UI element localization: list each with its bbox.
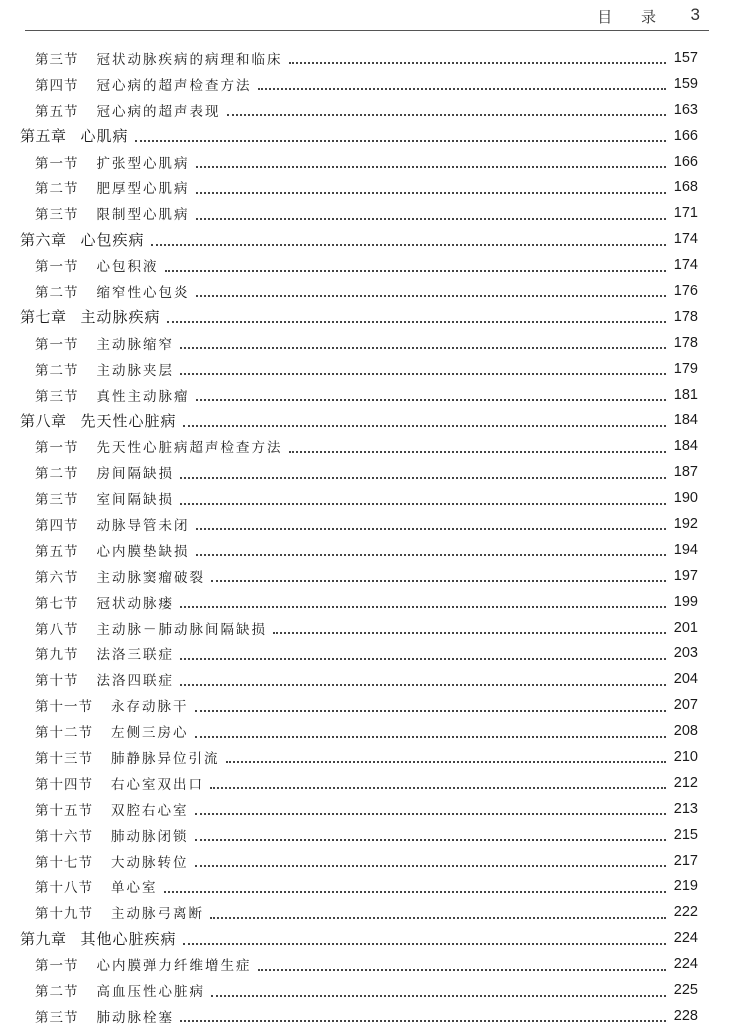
toc-section-entry[interactable] [0, 977, 730, 1003]
section-title: 肺动脉栓塞 [96, 1009, 174, 1026]
dot-leader [196, 398, 667, 401]
dot-leader [226, 760, 667, 763]
page-number: 217 [673, 852, 698, 869]
toc-section-entry[interactable] [0, 356, 730, 382]
page-number: 168 [673, 179, 698, 196]
dot-leader [289, 450, 667, 453]
toc-section-entry[interactable] [0, 899, 730, 925]
toc-section-entry[interactable] [0, 252, 730, 278]
toc-section-entry[interactable] [0, 563, 730, 589]
dot-leader [165, 269, 667, 272]
section-title: 缩窄性心包炎 [96, 284, 190, 301]
header-title: 目 录 [597, 8, 668, 26]
section-number: 第十九节 [35, 906, 93, 923]
section-number: 第十三节 [35, 750, 93, 767]
chapter-number: 第八章 [20, 411, 67, 430]
page-number: 179 [673, 360, 698, 377]
dot-leader [196, 217, 667, 220]
page-number: 174 [673, 231, 698, 248]
page-number: 215 [673, 826, 698, 843]
page-number: 224 [673, 956, 698, 973]
section-title: 冠心病的超声检查方法 [96, 77, 252, 94]
page-number: 184 [673, 438, 698, 455]
dot-leader [135, 139, 666, 142]
toc-section-entry[interactable] [0, 718, 730, 744]
dot-leader [196, 191, 667, 194]
section-title: 冠状动脉疾病的病理和临床 [96, 51, 283, 68]
page-number: 174 [673, 257, 698, 274]
dot-leader [196, 294, 667, 297]
dot-leader [180, 1019, 666, 1022]
section-number: 第十二节 [35, 725, 93, 742]
toc-section-entry[interactable] [0, 848, 730, 874]
toc-section-entry[interactable] [0, 433, 730, 459]
chapter-number: 第五章 [20, 127, 67, 146]
toc-section-entry[interactable] [0, 822, 730, 848]
page-number: 197 [673, 567, 698, 584]
section-title: 永存动脉干 [111, 699, 189, 716]
toc-section-entry[interactable] [0, 951, 730, 977]
toc-section-entry[interactable] [0, 149, 730, 175]
section-number: 第四节 [35, 517, 79, 534]
chapter-number: 第九章 [20, 929, 67, 948]
page-number: 208 [673, 723, 698, 740]
page-number: 178 [673, 334, 698, 351]
section-title: 冠状动脉瘘 [96, 595, 174, 612]
section-number: 第十节 [35, 673, 79, 690]
section-title: 心内膜垫缺损 [96, 543, 190, 560]
dot-leader [195, 735, 667, 738]
section-number: 第三节 [35, 492, 79, 509]
page-number: 207 [673, 697, 698, 714]
toc-chapter-entry[interactable] [0, 407, 730, 433]
section-title: 右心室双出口 [111, 776, 204, 793]
page-number: 171 [673, 205, 698, 222]
section-number: 第三节 [35, 207, 79, 224]
page-number: 159 [673, 75, 698, 92]
toc-section-entry[interactable] [0, 1003, 730, 1029]
section-number: 第二节 [35, 466, 79, 483]
section-number: 第三节 [35, 51, 79, 68]
page-number: 222 [673, 904, 698, 921]
section-number: 第十七节 [35, 854, 93, 871]
section-number: 第三节 [35, 1009, 79, 1026]
page-number: 224 [673, 930, 698, 947]
toc-section-entry[interactable] [0, 278, 730, 304]
page-number: 228 [673, 1007, 698, 1024]
section-title: 主动脉弓离断 [111, 906, 204, 923]
page-number: 210 [673, 748, 698, 765]
dot-leader [195, 864, 667, 867]
section-title: 法洛四联症 [96, 673, 174, 690]
toc-chapter-entry[interactable] [0, 123, 730, 149]
toc-section-entry[interactable] [0, 640, 730, 666]
toc-section-entry[interactable] [0, 692, 730, 718]
section-title: 动脉导管未闭 [96, 517, 190, 534]
section-number: 第二节 [35, 181, 79, 198]
section-title: 主动脉缩窄 [96, 336, 174, 353]
dot-leader [183, 942, 666, 945]
page-number: 187 [673, 464, 698, 481]
toc-section-entry[interactable] [0, 744, 730, 770]
page-header [0, 0, 730, 32]
section-number: 第五节 [35, 103, 79, 120]
section-number: 第二节 [35, 362, 79, 379]
toc-section-entry[interactable] [0, 511, 730, 537]
dot-leader [183, 424, 666, 427]
chapter-title: 其他心脏疾病 [80, 929, 177, 948]
page-number: 219 [673, 878, 698, 895]
page-number: 204 [673, 671, 698, 688]
page-number: 201 [673, 619, 698, 636]
section-number: 第七节 [35, 595, 79, 612]
toc-section-entry[interactable] [0, 174, 730, 200]
toc-chapter-entry[interactable] [0, 226, 730, 252]
toc-section-entry[interactable] [0, 200, 730, 226]
section-title: 大动脉转位 [111, 854, 189, 871]
page-number: 166 [673, 153, 698, 170]
chapter-number: 第六章 [20, 230, 67, 249]
section-number: 第二节 [35, 284, 79, 301]
dot-leader [227, 113, 667, 116]
section-number: 第十四节 [35, 776, 93, 793]
toc-section-entry[interactable] [0, 589, 730, 615]
dot-leader [196, 553, 667, 556]
dot-leader [180, 346, 666, 349]
dot-leader [195, 838, 667, 841]
section-number: 第一节 [35, 958, 79, 975]
dot-leader [180, 657, 666, 660]
toc-section-entry[interactable] [0, 71, 730, 97]
section-title: 主动脉窦瘤破裂 [96, 569, 205, 586]
dot-leader [210, 786, 666, 789]
toc-section-entry[interactable] [0, 45, 730, 71]
section-number: 第十五节 [35, 802, 93, 819]
section-title: 双腔右心室 [111, 802, 189, 819]
page-number: 225 [673, 982, 698, 998]
section-title: 左侧三房心 [111, 725, 189, 742]
dot-leader [258, 87, 667, 90]
page-number: 157 [673, 49, 698, 66]
section-number: 第十一节 [35, 699, 93, 716]
toc-section-entry[interactable] [0, 485, 730, 511]
dot-leader [210, 916, 666, 919]
section-number: 第三节 [35, 388, 79, 405]
page-number: 163 [673, 101, 698, 118]
dot-leader [196, 165, 667, 168]
section-number: 第八节 [35, 621, 79, 638]
section-number: 第四节 [35, 77, 79, 94]
toc-section-entry[interactable] [0, 459, 730, 485]
dot-leader [289, 61, 667, 64]
dot-leader [164, 890, 667, 893]
page-number: 181 [673, 386, 698, 403]
toc-section-entry[interactable] [0, 97, 730, 123]
section-number: 第一节 [35, 259, 79, 276]
dot-leader [258, 968, 667, 971]
section-title: 先天性心脏病超声检查方法 [96, 440, 283, 457]
dot-leader [180, 605, 666, 608]
dot-leader [180, 683, 666, 686]
toc-chapter-entry[interactable] [0, 304, 730, 330]
section-title: 主动脉夹层 [96, 362, 174, 379]
page-number: 212 [673, 774, 698, 791]
section-number: 第一节 [35, 440, 79, 457]
toc-section-entry[interactable] [0, 874, 730, 900]
toc-section-entry[interactable] [0, 770, 730, 796]
page-number: 213 [673, 800, 698, 817]
page-number: 192 [673, 515, 698, 532]
dot-leader [211, 994, 666, 997]
chapter-title: 先天性心脏病 [80, 411, 177, 430]
section-title: 心包积液 [96, 259, 159, 276]
section-number: 第十六节 [35, 828, 93, 845]
page-number: 190 [673, 490, 698, 507]
dot-leader [180, 476, 666, 479]
dot-leader [151, 243, 666, 246]
chapter-number: 第七章 [20, 308, 67, 327]
header-page-number: 3 [690, 5, 700, 24]
page-number: 203 [673, 645, 698, 662]
dot-leader [195, 812, 667, 815]
section-title: 肺静脉异位引流 [111, 750, 220, 767]
section-title: 扩张型心肌病 [96, 155, 190, 172]
section-title: 单心室 [111, 880, 158, 897]
toc-section-entry[interactable] [0, 537, 730, 563]
chapter-title: 心包疾病 [80, 230, 145, 249]
dot-leader [167, 320, 666, 323]
page-number: 184 [673, 412, 698, 429]
section-title: 高血压性心脏病 [96, 984, 205, 1000]
section-number: 第九节 [35, 647, 79, 664]
section-title: 室间隔缺损 [96, 492, 174, 509]
header-rule [25, 30, 709, 31]
toc-section-entry[interactable] [0, 666, 730, 692]
dot-leader [273, 631, 666, 634]
section-title: 法洛三联症 [96, 647, 174, 664]
section-title: 冠心病的超声表现 [96, 103, 221, 120]
dot-leader [180, 502, 666, 505]
section-number: 第六节 [35, 569, 79, 586]
toc-section-entry[interactable] [0, 796, 730, 822]
section-title: 心内膜弹力纤维增生症 [96, 958, 252, 975]
page-number: 194 [673, 541, 698, 558]
section-number: 第一节 [35, 155, 79, 172]
table-of-contents [0, 45, 730, 1029]
section-number: 第十八节 [35, 880, 93, 897]
page-number: 199 [673, 593, 698, 610]
page-number: 166 [673, 127, 698, 144]
section-number: 第五节 [35, 543, 79, 560]
chapter-title: 心肌病 [80, 127, 129, 146]
toc-section-entry[interactable] [0, 330, 730, 356]
toc-chapter-entry[interactable] [0, 925, 730, 951]
section-title: 限制型心肌病 [96, 207, 190, 224]
toc-section-entry[interactable] [0, 615, 730, 641]
section-number: 第一节 [35, 336, 79, 353]
chapter-title: 主动脉疾病 [80, 308, 161, 327]
section-title: 房间隔缺损 [96, 466, 174, 483]
page-number: 176 [673, 282, 698, 299]
dot-leader [211, 579, 666, 582]
section-title: 肥厚型心肌病 [96, 181, 190, 198]
page-number: 178 [673, 308, 698, 325]
dot-leader [195, 709, 667, 712]
dot-leader [180, 372, 666, 375]
dot-leader [196, 527, 667, 530]
toc-section-entry[interactable] [0, 382, 730, 408]
section-title: 真性主动脉瘤 [96, 388, 190, 405]
section-title: 主动脉－肺动脉间隔缺损 [96, 621, 267, 638]
section-number: 第二节 [35, 984, 79, 1000]
section-title: 肺动脉闭锁 [111, 828, 189, 845]
